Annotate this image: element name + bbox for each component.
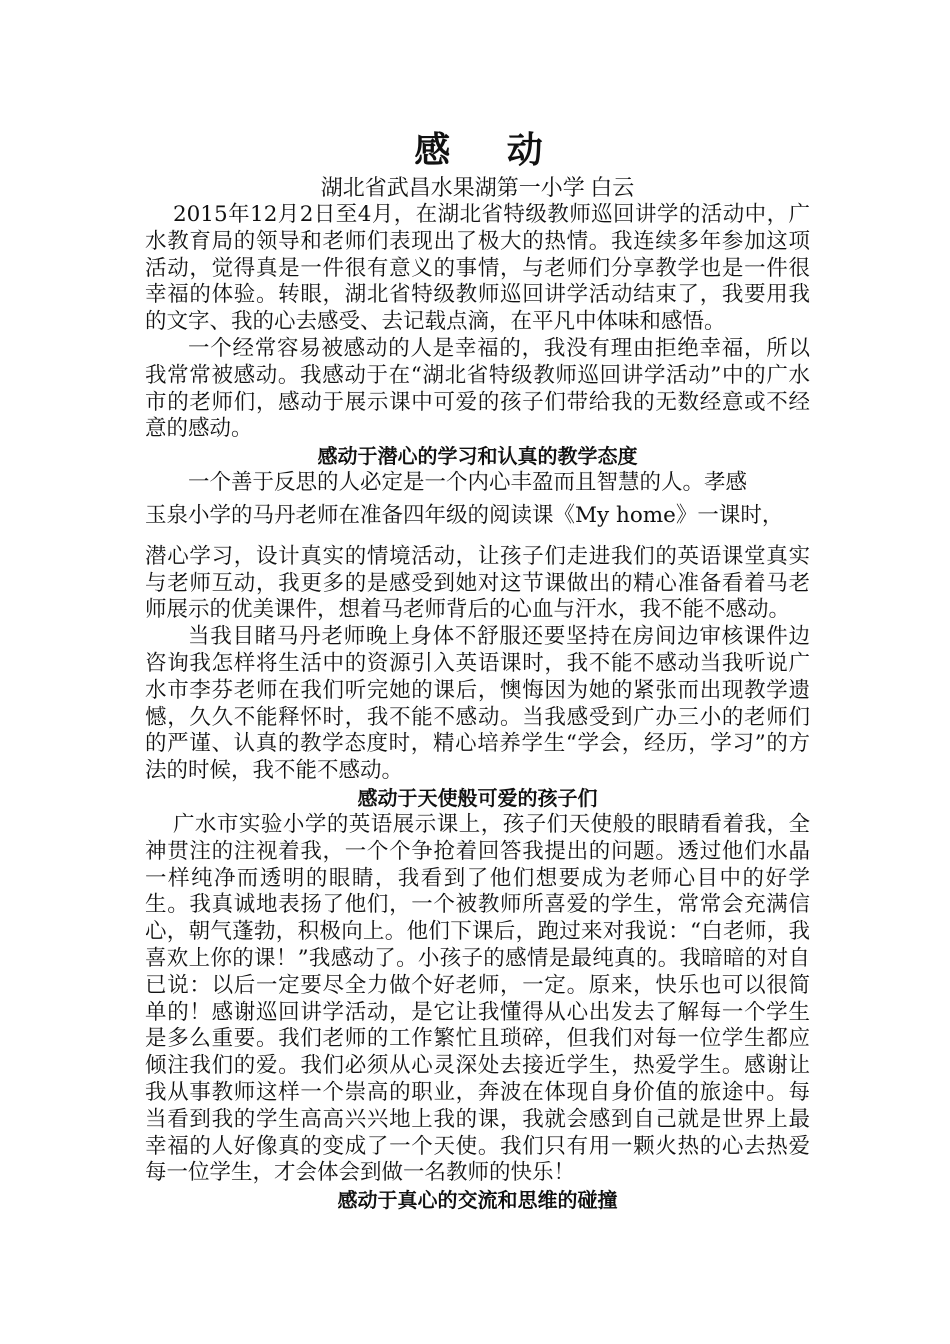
section2-paragraph-1: 广水市实验小学的英语展示课上，孩子们天使般的眼睛看着我，全神贯注的注视着我，一个个争抢着回答我提出的问题。透过他们水晶一样纯净而透明的眼睛，我看到了他们想要成为老师心目中的好学生。我真诚地表扬了他们，一个被教师所喜爱的学生，常常会充满信心，朝气蓬勃，积极向上。他们下课后，跑过来对我说：“白老师，我喜欢上你的课！”我感动了。小孩子的感情是最纯真的。我暗暗的对自已说：以后一定要尽全力做个好老师，一定。原来，快乐也可以很简单的！感谢巡回讲学活动，是它让我懂得从心出发去了解每一个学生是多么重要。我们老师的工作繁忙且琐碎，但我们对每一位学生都应倾注我们的爱。我们必须从心灵深处去接近学生，热爱学生。感谢让我从事教师这样一个崇高的职业，奔波在体现自身价值的旅途中。每当看到我的学生高高兴兴地上我的课，我就会感到自己就是世界上最幸福的人好像真的变成了一个天使。我们只有用一颗火热的心去热爱每一位学生，才会体会到做一名教师的快乐！ [145, 811, 810, 1186]
section1-paragraph-1-rest: 潜心学习，设计真实的情境活动，让孩子们走进我们的英语课堂真实与老师互动，我更多的是感受到她对这节课做出的精心准备看着马老师展示的优美课件，想着马老师背后的心血与汗水，我不能不感动。 [145, 543, 810, 623]
document-title: 感 动 [414, 130, 565, 171]
section1-paragraph-2: 当我目睹马丹老师晚上身体不舒服还要坚持在房间边审核课件边咨询我怎样将生活中的资源引入英语课时，我不能不感动当我听说广水市李芬老师在我们听完她的课后，懊悔因为她的紧张而出现教学遗憾，久久不能释怀时，我不能不感动。当我感受到广办三小的老师们的严谨、认真的教学态度时，精心培养学生“学会，经历，学习”的方法的时候，我不能不感动。 [145, 624, 810, 784]
section-heading-2: 感动于天使般可爱的孩子们 [357, 785, 598, 810]
intro-paragraph-2: 一个经常容易被感动的人是幸福的，我没有理由拒绝幸福，所以我常常被感动。我感动于在“湖北省特级教师巡回讲学活动”中的广水市的老师们，感动于展示课中可爱的孩子们带给我的无数经意或不经意的感动。 [145, 335, 810, 442]
author-line: 湖北省武昌水果湖第一小学 白云 [320, 175, 635, 200]
section1-line-2: 玉泉小学的马丹老师在准备四年级的阅读课《My home》一课时， [145, 502, 784, 528]
section1-line-1: 一个善于反思的人必定是一个内心丰盈而且智慧的人。孝感 [188, 470, 748, 496]
document-page [145, 128, 810, 1214]
section-heading-3: 感动于真心的交流和思维的碰撞 [337, 1188, 618, 1213]
intro-paragraph-1: 2015年12月2日至4月，在湖北省特级教师巡回讲学的活动中，广水教育局的领导和老师们表现出了极大的热情。我连续多年参加这项活动，觉得真是一件很有意义的事情，与老师们分享教学也是一件很幸福的体验。转眼，湖北省特级教师巡回讲学活动结束了，我要用我的文字、我的心去感受、去记载点滴，在平凡中体味和感悟。 [145, 202, 810, 335]
section-heading-1: 感动于潜心的学习和认真的教学态度 [317, 444, 638, 469]
